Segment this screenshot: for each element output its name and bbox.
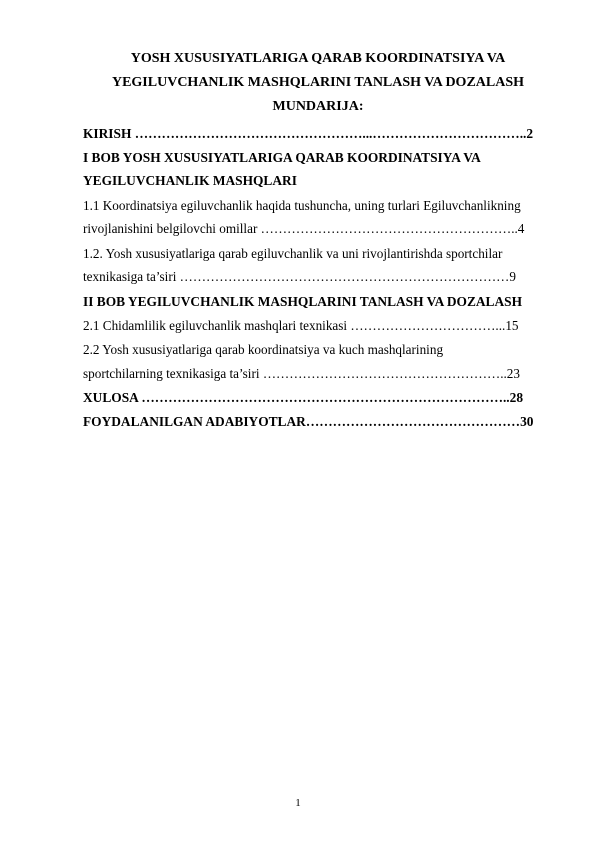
toc-entry-chapter-2: II BOB YEGILUVCHANLIK MASHQLARINI TANLASH VA DOZALASH bbox=[83, 294, 523, 309]
toc-entry-1-2-cont: texnikasiga ta’siri …………………………………………………………………9 bbox=[83, 269, 516, 284]
toc-entry-chapter-1-cont: YEGILUVCHANLIK MASHQLARI bbox=[83, 173, 297, 188]
toc-entry-1-1-cont: rivojlanishini belgilovchi omillar …………………………………………………..4 bbox=[83, 221, 525, 236]
page-number: 1 bbox=[295, 797, 301, 809]
toc-entry-1-1: 1.1 Koordinatsiya egiluvchanlik haqida tushuncha, uning turlari Egiluvchanlikning bbox=[83, 198, 521, 213]
toc-entry-references: FOYDALANILGAN ADABIYOTLAR…………………………………………30 bbox=[83, 414, 534, 429]
toc-entry-xulosa: XULOSA ………………………………………………………………………..28 bbox=[83, 390, 524, 405]
toc-entry-2-1: 2.1 Chidamlilik egiluvchanlik mashqlari texnikasi ……………………………...15 bbox=[83, 318, 519, 333]
toc-entry-kirish: KIRISH ……………………………………………...……………………………..2 bbox=[83, 126, 534, 141]
toc-entry-2-2-cont: sportchilarning texnikasiga ta’siri ………………………………………………..23 bbox=[83, 366, 520, 381]
toc-heading: MUNDARIJA: bbox=[272, 99, 364, 114]
toc-entry-2-2: 2.2 Yosh xususiyatlariga qarab koordinatsiya va kuch mashqlarining bbox=[83, 342, 444, 357]
toc-entry-1-2: 1.2. Yosh xususiyatlariga qarab egiluvchanlik va uni rivojlantirishda sportchilar bbox=[83, 246, 503, 261]
document-title-line-2: YEGILUVCHANLIK MASHQLARINI TANLASH VA DOZALASH bbox=[111, 75, 525, 90]
document-title-line-1: YOSH XUSUSIYATLARIGA QARAB KOORDINATSIYA VA bbox=[130, 51, 506, 66]
toc-entry-chapter-1: I BOB YOSH XUSUSIYATLARIGA QARAB KOORDINATSIYA VA bbox=[83, 150, 481, 165]
